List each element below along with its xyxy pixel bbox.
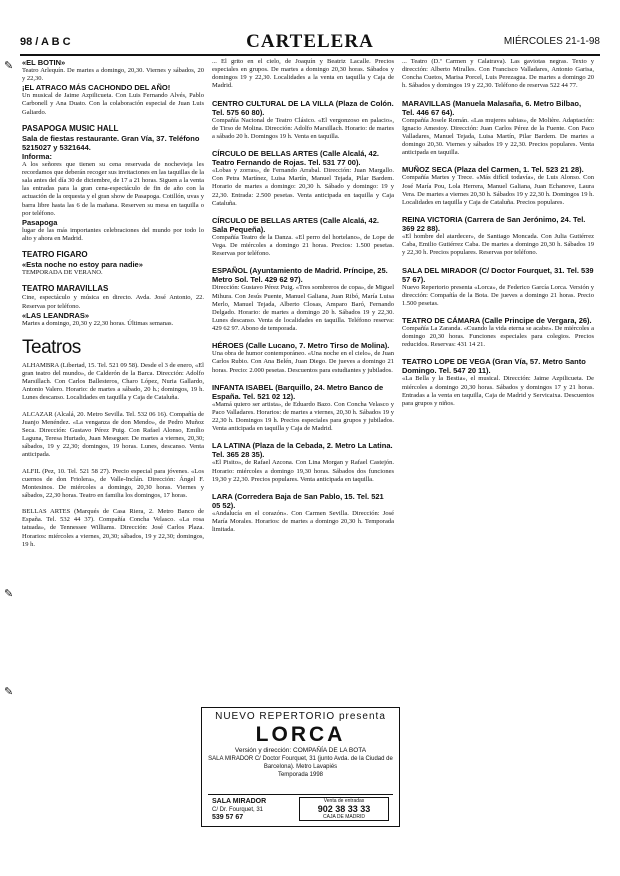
listing-title: ESPAÑOL (Ayuntamiento de Madrid. Príncipe, 25. Metro Sol. Tel. 429 62 97). [212,266,388,285]
listing-text: Nuevo Repertorio presenta «Lorca», de Federico García Lorca. Versión y dirección: Compañía de la Bota. De jueves a domingo 21 horas. Precio 1.500 pesetas. [402,283,594,307]
column-middle [212,58,394,698]
listing-title: CÍRCULO DE BELLAS ARTES (Calle Alcalá, 42. Teatro Fernando de Rojas. Tel. 531 77 00). [212,149,379,168]
listing-text: Cine, espectáculo y música en directo. Avda. José Antonio, 22. Reservas por teléfono. [22,294,204,310]
listing-label: Pasapoga [22,217,58,227]
listing-text: ... El grito en el cielo, de Joaquín y Beatriz Lacalle. Precios especiales en grupos. De martes a domingo 20,30 horas. Sábados y domingos 19 y 22,30. Localidades a la venta en taquilla y Caja de Madrid. [212,58,394,90]
listing-text: Una obra de humor contemporáneo. «Una noche en el cielo», de Juan Carlos Rubio. Con Ana Belén, Juan Diego. De jueves a domingo 21 horas. Precio: 2.000 pesetas. Descuentos para estudiantes y jubilados. [212,350,394,374]
listing-text: Compañía Martes y Trece. «Más difícil todavía», de Luis Alonso. Con José María Pou, Lola Herrera, Manuel Galiana, Juan Echanove, Laura Vera. De martes a viernes 20,30 h. Sábados 19 y 22,30 h. Domingos 19 h. Localidades en taquilla y Caja de Cataluña. Precios populares. [402,174,594,206]
listing-title: ¡EL ATRACO MÁS CACHONDO DEL AÑO! [22,83,171,93]
listing-text: A los señores que tienen su cena reservada de nochevieja les recordamos que deberán recoger sus invitaciones en las taquillas de la sala antes del día 30 de diciembre, de 17 a 21 horas. Siguen a la venta las entradas para la gran cena-espectáculo de fin de año con la actuación de la orquesta y el gran show de Pasapoga. Cotillón, uvas y barra libre hasta las 6 de la mañana. Reserven su mesa en taquilla o por teléfono. [22,160,204,217]
listing-subtitle: «Esta noche no estoy para nadie» [22,260,143,270]
listing-title: REINA VICTORIA (Carrera de San Jerónimo, 24. Tel. 369 22 88). [402,215,586,234]
listing-text: Compañía La Zaranda. «Cuando la vida eterna se acabe». De miércoles a domingo 20,30 horas. Funciones especiales para colegios. Precios reducidos. Reservas: 431 14 21. [402,324,594,349]
pencil-icon [4,682,14,692]
listing-title: INFANTA ISABEL (Barquillo, 24. Metro Banco de España. Tel. 521 02 12). [212,382,384,401]
listing-text: «El Pisito», de Rafael Azcona. Con Lina Morgan y Rafael Castejón. Horario: miércoles a domingo 19,30 horas. Sábados dos funciones 19,30 y 22,30. Precios populares. Venta anticipada en taquilla. [212,459,394,483]
listing-title: LARA (Corredera Baja de San Pablo, 15. Tel. 521 05 52). [212,491,384,510]
ad-season: Temporada 1998 [277,772,324,778]
listing-title: CÍRCULO DE BELLAS ARTES (Calle Alcalá, 42. Sala Pequeña). [212,215,379,234]
listing-label: Informa: [22,151,52,161]
page-header [20,31,600,52]
listing-title: TEATRO FIGARO [22,250,88,260]
header-rule [20,54,600,56]
listing-title: LA LATINA (Plaza de la Cebada, 2. Metro La Latina. Tel. 365 28 35). [212,441,393,460]
listing-text: Teatro Arlequín. De martes a domingo, 20,30. Viernes y sábados, 20 y 22,30. [22,67,204,83]
listing-text: «Andalucía en el corazón». Con Carmen Sevilla. Dirección: José María Morales. Horarios: de martes a domingo 20,30 h. Temporada limitada. [212,509,394,534]
column-right [402,58,594,868]
listing-subtitle: «LAS LEANDRAS» [22,310,90,320]
ad-venue-info: SALA MIRADOR C/ Doctor Fourquet, 31 (junto Avda. de la Ciudad de Barcelona). Metro Lavapiés [208,756,393,770]
listing-text: Compañía Nacional de Teatro Clásico. «El vergonzoso en palacio», de Tirso de Molina. Dirección: Adolfo Marsillach. Horario: de martes a sábado 20 h. Domingos 19 h. Venta en taquilla. [212,116,394,140]
ad-venue-name: SALA MIRADOR [212,798,267,805]
listing-text: Dirección: Gustavo Pérez Puig. «Tres sombreros de copa», de Miguel Mihura. Con Jesús Puente, Manuel Galiana, Juan Ribó, María Luisa Merlo, Manuel Tejada, Alberto Closas, Amparo Baró, Fernando Delgado. Horario: de martes a domingo 20 h. Sábados 19 y 22,30. Lunes descanso. Venta de localidades en taquilla. Teléfono reserva: 429 62 97. Abono de temporada. [212,284,394,333]
listing-title: SALA DEL MIRADOR (C/ Doctor Fourquet, 31. Tel. 539 57 67). [402,265,594,284]
listing-subtitle: Sala de fiestas restaurante. Gran Vía, 37. Teléfono 5215027 y 5321644. [22,133,200,152]
section-heading: Teatros [22,336,81,358]
ad-venue-address: C/ Dr. Fourquet, 31 [212,806,264,813]
ad-presenter: NUEVO REPERTORIO presenta [215,711,386,722]
listing-text: «Mamá quiero ser artista», de Eduardo Bazo. Con Concha Velasco y Paco Valladares. Horarios: de martes a viernes, 20,30 h. Sábados 19 y 22,30 h. Domingos 19 h. Precios especiales para grupos y jubilados. Venta anticipada en taquilla y Caja de Madrid. [212,400,394,433]
listing-text: Compañía Josele Román. «Las mujeres sabias», de Molière. Adaptación: Ignacio Amestoy. Dirección: Juan Carlos Pérez de la Fuente. Con Paco Valladares, Manuel Tejada, Luisa Martín, Pilar Bardem. De martes a domingo 20,30. Viernes y sábados 19 y 22,30. Precios populares. Venta anticipada en taquilla. [402,116,594,157]
listing-title: PASAPOGA MUSIC HALL [22,123,119,133]
listing-text: Martes a domingo, 20,30 y 22,30 horas. Últimas semanas. [22,319,174,327]
listing-text: «La Bella y la Bestia», el musical. Dirección: Jaime Azpilicueta. De miércoles a domingo 20,30 horas. Sábados y domingos 17 y 21 horas. Entradas a la venta en taquilla, Caja de Madrid y Servicaixa. Descuentos para grupos y niños. [402,375,594,407]
ad-venue-block [212,798,294,823]
listing-title: TEATRO DE CÁMARA (Calle Principe de Vergara, 26). [402,315,592,325]
section-title: CARTELERA [246,31,374,52]
listing-text: ... Teatro (D.ª Carmen y Calatrava). Las gaviotas negras. Texto y dirección: Alberto Miralles. Con Francisco Valladares, Antonio Garisa, Concha Cuetos, Marisa Porcel, Luis Perezagua. De martes a domingo 20 h. Sábados y domingos 19 y 22,30. Teléfono de reservas 522 44 77. [402,58,594,90]
listing-text: Compañía Teatro de la Danza. «El perro del hortelano», de Lope de Vega. De miércoles a domingo 21 horas. Precios: 1.500 pesetas. Reservas por teléfono. [212,233,394,258]
pencil-icon [4,56,14,66]
listing-text: Un musical de Jaime Azpilicueta. Con Luis Fernando Alvés, Pablo Carbonell y Ana Duato. Con la colaboración especial de Juan Luis Galiardo. [22,92,204,116]
listing-text: «Lobas y zorras», de Fernando Arrabal. Dirección: Juan Margallo. Con Petra Martínez, Luisa Martín, Manuel Tejada, Pilar Bardem. Horario de martes a domingo: 20,30 h. Sábado y domingo: 19 y 22,30. Entrada: 2.500 pesetas. Venta anticipada en taquilla y Caja Cataluña. [212,167,394,207]
ad-title: LORCA [255,723,346,746]
listing-title: TEATRO MARAVILLAS [22,284,109,294]
listing-title: CENTRO CULTURAL DE LA VILLA (Plaza de Colón. Tel. 575 60 80). [212,98,394,117]
listing-text: lugar de las más importantes celebraciones del mundo por todo lo alto y ahora en Madrid. [22,226,204,243]
ad-ticket-bank: CAJA DE MADRID [323,814,365,820]
listing-text: ALCAZAR (Alcalá, 20. Metro Sevilla. Tel. 532 06 16). Compañía de Juanjo Menéndez. «La venganza de don Mendo», de Pedro Muñoz Seca. Dirección: Gustavo Pérez Puig. Con Rafael Alonso, Emilio Laguna, Teresa Hurtado, Juan Meseguer. De martes a viernes, 20,30; sábados, 19 y 22,30; domingos, 19 horas. Lunes, descanso. Venta anticipada. [22,410,204,459]
listing-text: ALHAMBRA (Libertad, 15. Tel. 521 09 58). Desde el 3 de enero, «El gran teatro del mundo», de Calderón de la Barca. Dirección: Adolfo Marsillach. Con Carlos Ballesteros, Charo López, Nuria Gallardo, Antonio Valero. Horario: de martes a sábado, 20 h.; domingos, 19 h. Lunes descanso. Localidades en taquilla y Caja de Cataluña. [22,361,204,402]
advertisement-box [201,707,400,827]
listing-text: ALFIL (Pez, 10. Tel. 521 58 27). Precio especial para jóvenes. «Los cuernos de don Friolera», de Valle-Inclán. Dirección: Ángel F. Montesinos. De miércoles a domingo, 20,30 horas. Viernes y sábados, 22,30 horas. Teatro en familia los domingos, 17 horas. [22,467,204,499]
listing-text: TEMPORADA DE VERANO. [22,269,103,277]
ad-credits: Versión y dirección: COMPAÑÍA DE LA BOTA [234,747,367,754]
ad-ticket-strip [208,794,393,823]
issue-date: MIÉRCOLES 21-1-98 [503,36,600,47]
column-left [22,58,204,868]
ad-ticket-box [299,797,389,821]
listing-text: «El hombre del atardecer», de Santiago Moncada. Con Julia Gutiérrez Caba, Emilio Gutiérrez Caba. De martes a domingo 20,30 h. Sábados 19 y 22,30 h. Precios populares. Reservas por teléfono. [402,233,594,257]
listing-title: MARAVILLAS (Manuela Malasaña, 6. Metro Bilbao, Tel. 446 67 64). [402,98,582,117]
ad-ticket-phone: 902 38 33 33 [317,804,371,814]
listing-title: TEATRO LOPE DE VEGA (Gran Vía, 57. Metro Santo Domingo. Tel. 547 20 11). [402,357,586,376]
page-folio: 98 / A B C [20,36,71,48]
listing-text: BELLAS ARTES (Marqués de Casa Riera, 2. Metro Banco de España. Tel. 532 44 37). Compañía Concha Velasco. «La rosa tatuada», de Tennessee Williams. Dirección: José Carlos Plaza. Horarios: miércoles a viernes, 20,30; sábados, 19 y 22,30; domingos, 19 h. [22,508,204,548]
ad-venue-phone: 539 57 67 [212,814,244,821]
listing-title: MUÑOZ SECA (Plaza del Carmen, 1. Tel. 523 21 28). [402,165,584,175]
ad-ticket-label: Venta de entradas [323,798,365,804]
listing-title: «EL BOTIN» [22,58,66,67]
listing-title: HÉROES (Calle Lucano, 7. Metro Tirso de Molina). [212,341,390,351]
pencil-icon [4,584,14,594]
